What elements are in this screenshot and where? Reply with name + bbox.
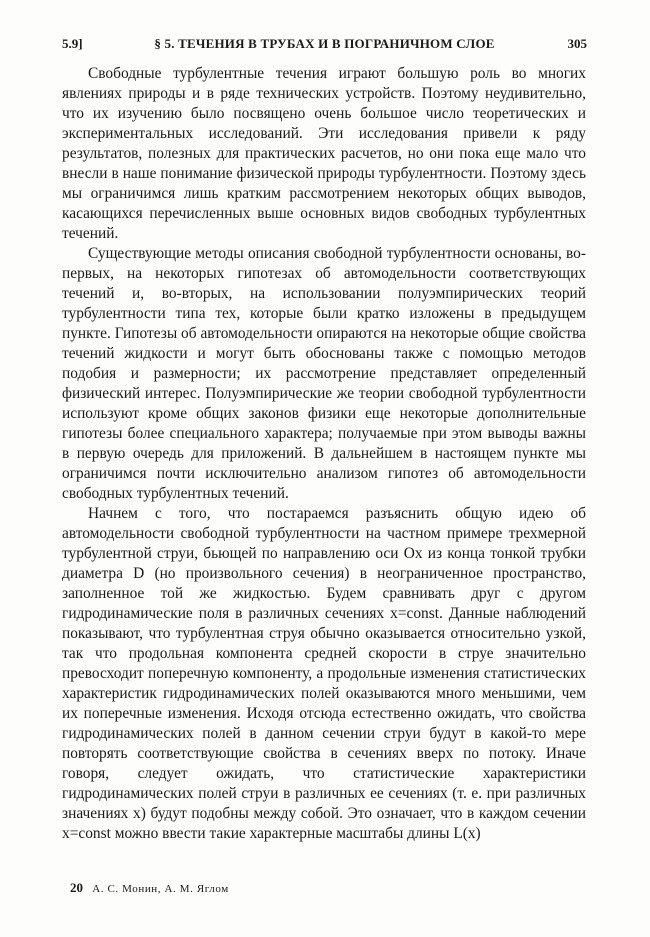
paragraph-jet-self-similarity: Начнем с того, что постараемся разъяснить общую идею об автомодельности свободной турбулентности на частном примере трехмерной турбулентной струи, бьющей по направлению оси Ox из конца тонкой трубки диаметра D (но произвольного сечения) в неограниченное пространство, заполненное той же жидкостью. Будем сравнивать друг с другом гидродинамические поля в различных сечениях x=const. Данные наблюдений показывают, что турбулентная струя обычно оказывается относительно узкой, так что продольная компонента средней скорости в струе значительно превосходит поперечную компоненту, а продольные изменения статистических характеристик гидродинамических полей оказываются много меньшими, чем их поперечные изменения. Исходя отсюда естественно ожидать, что свойства гидродинамических полей в данном сечении струи будут в какой-то мере повторять соответствующие свойства в сечениях вверх по потоку. Иначе говоря, следует ожидать, что статистические характеристики гидродинамических полей струи в различных ее сечениях (т. е. при различных значениях x) будут подобны между собой. Это означает, что в каждом сечении x=const можно ввести такие характерные масштабы длины L(x) bbox=[62, 505, 586, 842]
page-number: 305 bbox=[567, 36, 587, 51]
running-header bbox=[62, 36, 587, 54]
signature-authors: А. С. Монин, А. М. Яглом bbox=[92, 883, 229, 895]
chapter-title: § 5. ТЕЧЕНИЯ В ТРУБАХ И В ПОГРАНИЧНОМ СЛОЕ bbox=[154, 36, 495, 51]
section-number: 5.9] bbox=[62, 36, 83, 51]
signature-number: 20 bbox=[70, 880, 83, 895]
paragraph-free-turbulent-flows: Свободные турбулентные течения играют большую роль во многих явлениях природы и в ряде технических устройств. Поэтому неудивительно, что их изучению было посвящено очень большое число теоретических и экспериментальных исследований. Эти исследования привели к ряду результатов, полезных для практических расчетов, но они пока еще мало что внесли в наше понимание физической природы турбулентности. Поэтому здесь мы ограничимся лишь кратким рассмотрением некоторых общих выводов, касающихся перечисленных выше основных видов свободных турбулентных течений. bbox=[62, 65, 586, 242]
paragraph-existing-methods: Существующие методы описания свободной турбулентности основаны, во-первых, на некоторых гипотезах об автомодельности соответствующих течений и, во-вторых, на использовании полуэмпирических теорий турбулентности типа тех, которые были кратко изложены в предыдущем пункте. Гипотезы об автомодельности опираются на некоторые общие свойства течений жидкости и могут быть обоснованы также с помощью методов подобия и размерности; их рассмотрение представляет определенный физический интерес. Полуэмпирические же теории свободной турбулентности используют кроме общих законов физики еще некоторые дополнительные гипотезы более специального характера; получаемые при этом выводы важны в первую очередь для приложений. В дальнейшем в настоящем пункте мы ограничимся почти исключительно анализом гипотез об автомодельности свободных турбулентных течений. bbox=[62, 245, 586, 502]
printer-signature bbox=[70, 880, 229, 896]
page-body bbox=[62, 64, 586, 844]
